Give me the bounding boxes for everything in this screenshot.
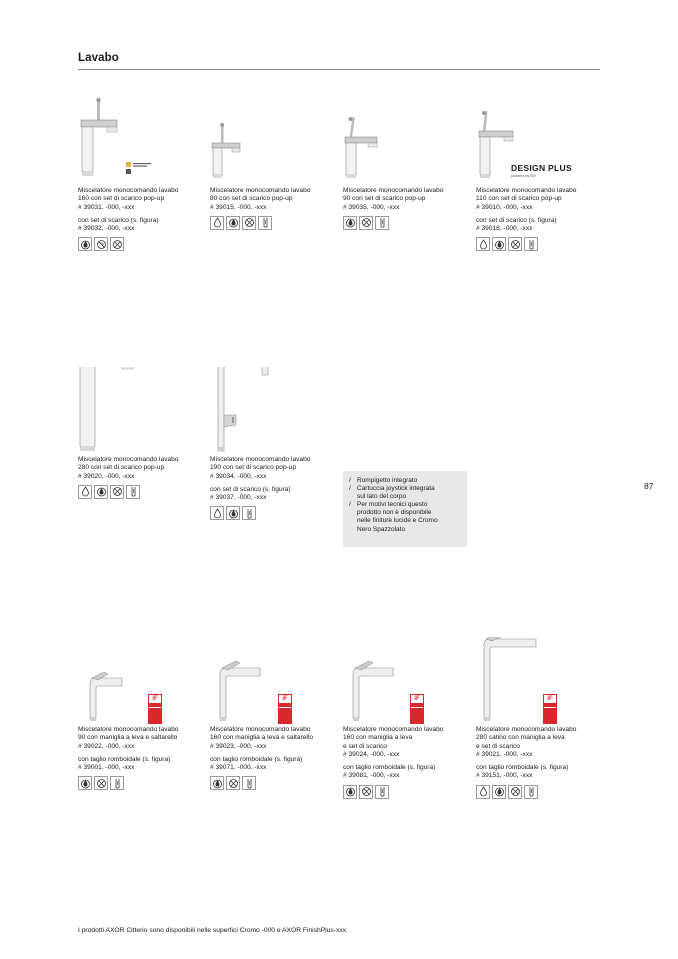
product-image — [78, 637, 206, 722]
ecosmart-icon — [492, 237, 506, 251]
faucet-image — [78, 672, 128, 722]
note-line: sul lato del corpo — [357, 493, 407, 501]
feature-icons — [78, 237, 206, 251]
section-title: Lavabo — [78, 52, 119, 64]
coolstart-icon — [110, 237, 124, 251]
coolstart-icon — [226, 776, 240, 790]
product-description-line: Miscelatore monocomando lavabo — [78, 726, 179, 733]
product-description-line: 160 con maniglia a leva — [343, 734, 413, 742]
feature-icons — [343, 216, 471, 230]
feature-icons — [343, 785, 471, 799]
ecosmart-icon — [78, 776, 92, 790]
section-header — [78, 52, 600, 70]
water-drop-icon — [210, 506, 224, 520]
coolstart-icon — [110, 485, 124, 499]
ecosmart-icon — [78, 237, 92, 251]
design-plus-sub: powered by ISH — [511, 174, 536, 178]
product-card — [343, 637, 471, 799]
product-description-line: 90 con set di scarico pop-up — [343, 195, 426, 203]
product-variant-line: # 39071, -000, -xxx — [210, 764, 267, 772]
note-line: nelle finiture lucide e Cromo — [357, 517, 438, 525]
product-description-line: Miscelatore monocomando lavabo — [210, 456, 311, 463]
water-drop-icon — [476, 237, 490, 251]
product-image — [210, 98, 338, 183]
product-description-line: # 39020, -000, -xxx — [78, 472, 135, 480]
product-image — [343, 637, 471, 722]
product-description-line: Miscelatore monocomando lavabo — [476, 726, 577, 733]
design-plus-label: DESIGN PLUS — [511, 163, 572, 173]
product-description-line: # 39034, -000, -xxx — [210, 472, 267, 480]
product-description-line: 280 catino con maniglia a leva — [476, 734, 565, 742]
faucet-image — [210, 660, 265, 722]
water-drop-icon — [476, 785, 490, 799]
product-description-line: # 39031, -000, -xxx — [78, 203, 135, 211]
product-image — [476, 637, 604, 722]
if-award-badge-icon: iF — [148, 694, 162, 724]
product-description-line: # 39024, -000, -xxx — [343, 750, 400, 758]
product-image — [78, 367, 206, 452]
product-card — [78, 367, 206, 499]
product-description-line: Miscelatore monocomando lavabo — [210, 187, 311, 194]
coolstart-icon — [94, 776, 108, 790]
feature-icons — [78, 485, 206, 499]
feature-icons — [210, 216, 338, 230]
product-description-line: # 39010, -000, -xxx — [476, 203, 533, 211]
pop-up-icon — [110, 776, 124, 790]
ecosmart-icon — [226, 216, 240, 230]
ecosmart-icon — [343, 216, 357, 230]
product-description-line: Miscelatore monocomando lavabo — [476, 187, 577, 194]
pop-up-icon — [524, 237, 538, 251]
note-line: prodotto non è disponibile — [357, 509, 432, 517]
product-variant-line: con set di scarico (s. figura) — [210, 485, 291, 493]
product-description-line: Miscelatore monocomando lavabo — [210, 726, 311, 733]
pop-up-icon — [126, 485, 140, 499]
note-line: / Per motivi tecnici questo — [349, 501, 428, 509]
ecosmart-icon — [94, 485, 108, 499]
product-card — [343, 98, 471, 230]
product-description-line: 90 con maniglia a leva e saltarello — [78, 734, 178, 742]
coolstart-icon — [359, 785, 373, 799]
product-image — [343, 98, 471, 183]
note-box — [343, 471, 467, 547]
product-variant-line: # 39151, -000, -xxx — [476, 772, 533, 780]
ecosmart-icon — [492, 785, 506, 799]
product-description-line: 160 con set di scarico pop-up — [78, 195, 165, 203]
product-variant-line: # 39001, -000, -xxx — [78, 764, 135, 772]
ecosmart-icon — [210, 776, 224, 790]
faucet-image — [343, 117, 383, 183]
pop-up-icon — [524, 785, 538, 799]
coolstart-icon — [508, 237, 522, 251]
feature-icons — [210, 776, 338, 790]
product-variant-line: con taglio romboidale (s. figura) — [343, 764, 436, 772]
note-line: Nero Spazzolato — [357, 525, 406, 533]
faucet-image — [78, 367, 138, 452]
product-description-line: e set di scarico — [476, 742, 520, 750]
footer-note: I prodotti AXOR Citterio sono disponibili nelle superfici Cromo -000 e AXOR FinishPlus-xxx. — [78, 927, 348, 934]
product-card — [210, 367, 338, 520]
feature-icons — [210, 506, 338, 520]
feature-icons — [476, 237, 604, 251]
product-variant-line: con taglio romboidale (s. figura) — [78, 755, 171, 763]
pop-up-icon — [242, 776, 256, 790]
ecosmart-icon — [343, 785, 357, 799]
water-drop-icon — [210, 216, 224, 230]
award-badge-icon — [126, 162, 162, 181]
product-image — [476, 98, 604, 183]
feature-icons — [78, 776, 206, 790]
product-description-line: # 39035, -000, -xxx — [343, 203, 400, 211]
if-award-badge-icon: iF — [278, 694, 292, 724]
product-description-line: # 39023, -000, -xxx — [210, 742, 267, 750]
product-card — [78, 98, 206, 251]
product-description-line: 280 con set di scarico pop-up — [78, 464, 165, 472]
product-card — [476, 98, 604, 251]
product-variant-line: # 39081, -000, -xxx — [343, 772, 400, 780]
product-variant-line: # 39018, -000, -xxx — [476, 225, 533, 233]
if-award-badge-icon: iF — [543, 694, 557, 724]
product-image — [78, 98, 206, 183]
ecosmart-icon — [226, 506, 240, 520]
product-variant-line: # 39037, -000, -xxx — [210, 494, 267, 502]
product-card — [476, 637, 604, 799]
product-description-line: Miscelatore monocomando lavabo — [343, 726, 444, 733]
pop-up-icon — [375, 785, 389, 799]
faucet-image — [210, 123, 250, 183]
product-image — [210, 637, 338, 722]
coolstart-icon — [359, 216, 373, 230]
design-plus-logo — [511, 163, 572, 178]
product-description-line: # 39022, -000, -xxx — [78, 742, 135, 750]
feature-icons — [476, 785, 604, 799]
product-description-line: 110 con set di scarico pop-up — [476, 195, 562, 203]
product-variant-line: con set di scarico (s. figura) — [476, 216, 557, 224]
product-description-line: Miscelatore monocomando lavabo — [343, 187, 444, 194]
product-variant-line: con set di scarico (s. figura) — [78, 216, 159, 224]
product-description-line: 190 con set di scarico pop-up — [210, 464, 297, 472]
water-drop-icon — [78, 485, 92, 499]
if-award-badge-icon: iF — [410, 694, 424, 724]
pop-up-icon — [258, 216, 272, 230]
page-number: 87 — [644, 481, 654, 491]
product-description-line: e set di scarico — [343, 742, 387, 750]
faucet-image — [476, 111, 516, 183]
pop-up-icon — [375, 216, 389, 230]
product-card — [210, 98, 338, 230]
product-description-line: 80 con set di scarico pop-up — [210, 195, 293, 203]
faucet-image — [476, 637, 541, 722]
product-variant-line: con taglio romboidale (s. figura) — [476, 764, 569, 772]
product-image — [210, 367, 338, 452]
no-cold-icon — [94, 237, 108, 251]
faucet-image — [210, 367, 272, 452]
pop-up-icon — [242, 506, 256, 520]
note-line: / Rompigetto integrato — [349, 477, 418, 484]
product-description-line: Miscelatore monocomando lavabo — [78, 187, 179, 194]
coolstart-icon — [242, 216, 256, 230]
coolstart-icon — [508, 785, 522, 799]
product-variant-line: con taglio romboidale (s. figura) — [210, 755, 303, 763]
product-description-line: # 39015, -000, -xxx — [210, 203, 267, 211]
product-description-line: # 39021, -000, -xxx — [476, 750, 533, 758]
faucet-image — [78, 98, 128, 183]
faucet-image — [343, 660, 398, 722]
product-card — [210, 637, 338, 790]
product-description-line: 160 con maniglia a leva e saltarello — [210, 734, 313, 742]
note-line: / Cartuccia joystick integrata — [349, 485, 435, 493]
product-variant-line: # 39032, -000, -xxx — [78, 225, 135, 233]
product-description-line: Miscelatore monocomando lavabo — [78, 456, 179, 463]
product-card — [78, 637, 206, 790]
